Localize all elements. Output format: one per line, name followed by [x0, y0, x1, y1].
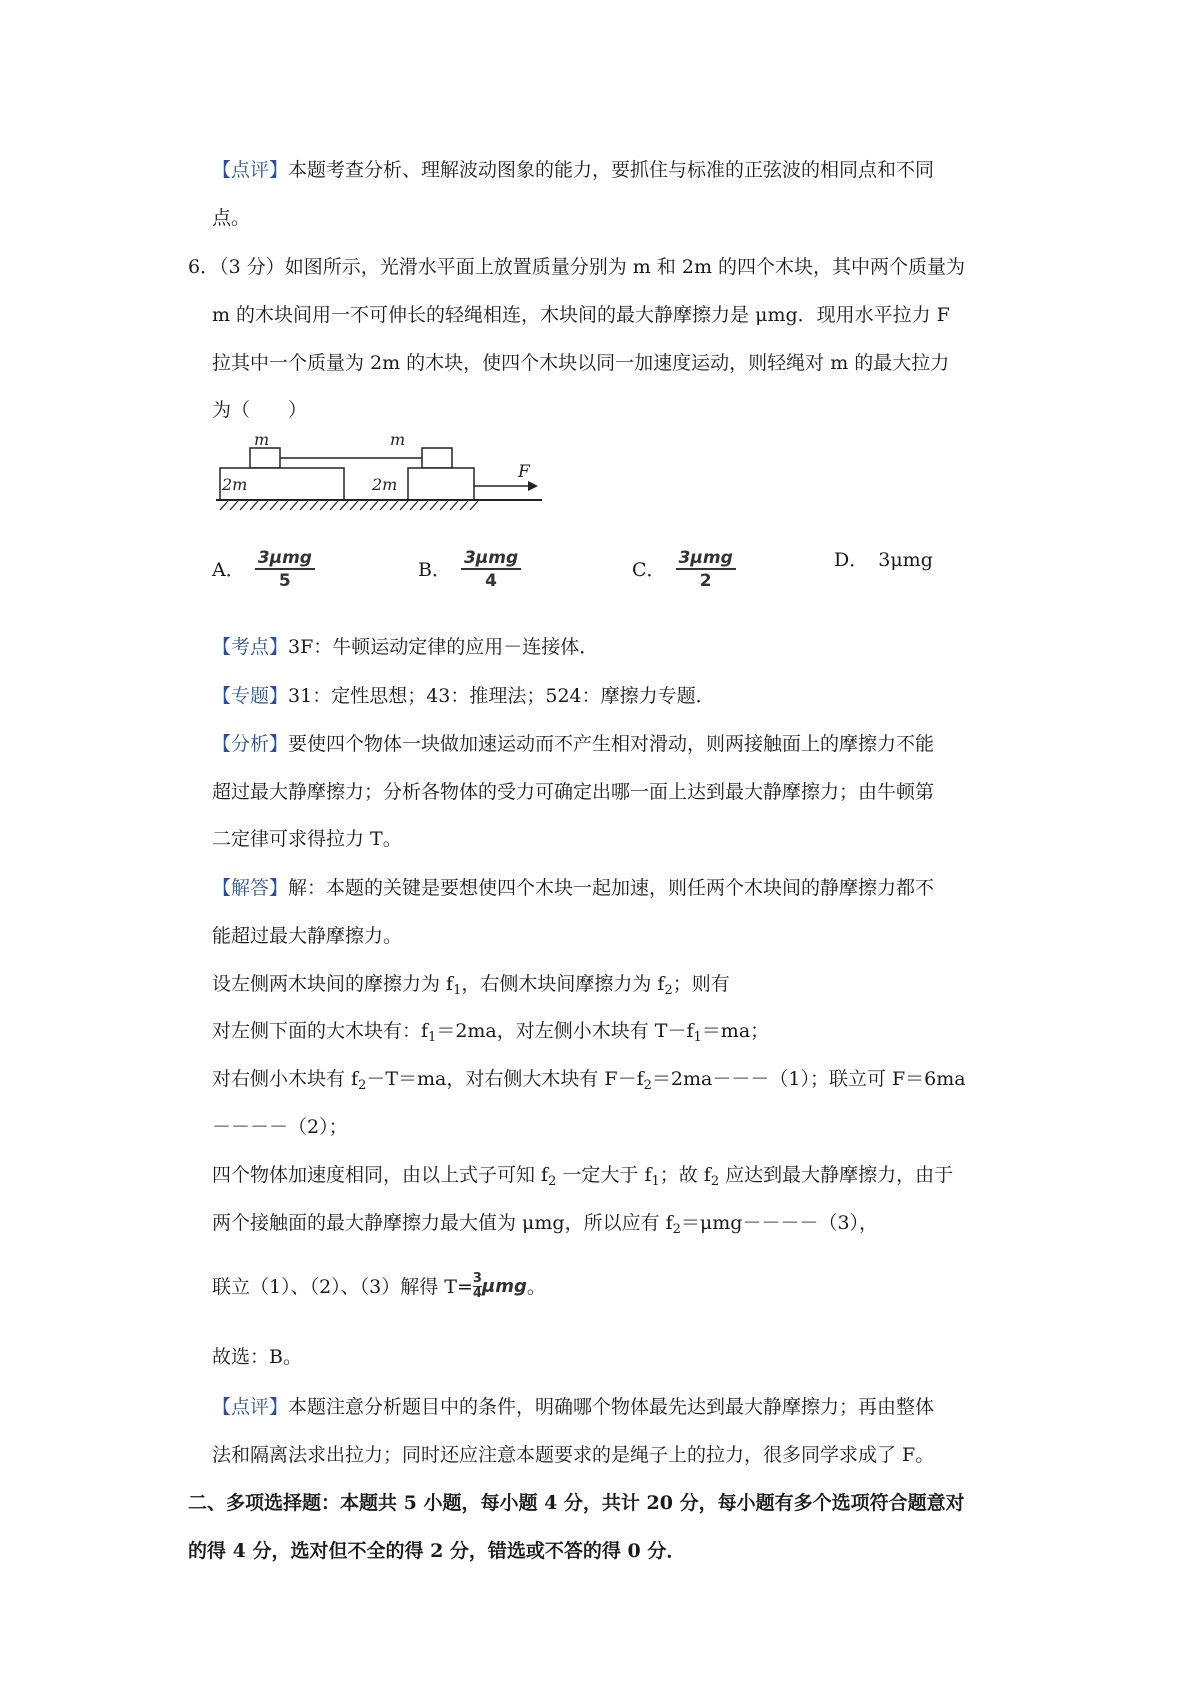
label-m-left: m: [254, 432, 270, 449]
jieda-line5: 对右侧小木块有 $f_2-T=ma$，对右侧大木块有 $F-f_2=2ma---(1)$；联立可 F＝6ma: [212, 1068, 966, 1093]
option-b-num: 3μmg: [461, 548, 521, 570]
fenxi-line1: 【分析】要使四个物体一块做加速运动而不产生相对滑动，则两接触面上的摩擦力不能: [212, 733, 935, 755]
jieda-line9: 联立（1）、（2）、（3）解得 T= $\frac{3}{4}$ μmg 。: [212, 1271, 546, 1301]
fraction-3-4: $\frac{3}{4}$: [472, 1271, 482, 1301]
option-b[interactable]: B． $\frac{\text{3μmg}}{4}$: [418, 548, 521, 592]
label-m-right: m: [390, 432, 406, 449]
jieda-line2: 能超过最大静摩擦力。: [212, 925, 403, 947]
fenxi-line2: 超过最大静摩擦力；分析各物体的受力可确定出哪一面上达到最大静摩擦力；由牛顿第: [212, 781, 935, 803]
kaodian-line: 【考点】3F：牛顿运动定律的应用－连接体．: [212, 636, 599, 658]
label-2m-right: 2m: [372, 475, 398, 494]
question-line2: m 的木块间用一不可伸长的轻绳相连，木块间的最大静摩擦力是 μmg．现用水平拉力 F: [212, 304, 950, 326]
section2-line1: 二、多项选择题：本题共 5 小题，每小题 4 分，共计 20 分，每小题有多个选项符合题意对: [188, 1492, 965, 1514]
option-c[interactable]: C． $\frac{\text{3μmg}}{2}$: [632, 548, 736, 592]
comment1-tag: 【点评】: [212, 159, 289, 181]
large-block-right: [408, 468, 474, 500]
option-a-den: 5: [278, 571, 291, 591]
jieda-line1: 【解答】解：本题的关键是要想使四个木块一起加速，则任两个木块间的静摩擦力都不: [212, 877, 935, 899]
fenxi-line3: 二定律可求得拉力 T。: [212, 828, 402, 850]
jieda-line3: 设左侧两木块间的摩擦力为 $f_1$，右侧木块间摩擦力为 $f_2$；则有: [212, 973, 730, 998]
small-block-right: [422, 448, 452, 468]
option-d[interactable]: D． 3μmg: [834, 549, 933, 571]
comment2-line1: 【点评】本题注意分析题目中的条件，明确哪个物体最先达到最大静摩擦力；再由整体: [212, 1396, 935, 1418]
option-a-num: 3μmg: [255, 548, 315, 570]
force-arrow-head: [528, 481, 538, 491]
option-c-den: 2: [699, 571, 712, 591]
small-block-left: [250, 448, 280, 468]
zhuanti-line: 【专题】31：定性思想；43：推理法；524：摩擦力专题．: [212, 685, 715, 707]
question-line3: 拉其中一个质量为 2m 的木块，使四个木块以同一加速度运动，则轻绳对 m 的最大拉力: [212, 352, 950, 374]
ground-hatching: [220, 501, 478, 510]
guxuan-line: 故选：B。: [212, 1346, 302, 1368]
blocks-diagram: [212, 432, 552, 512]
option-d-text: 3μmg: [878, 549, 933, 571]
option-a[interactable]: A． $\frac{\text{3μmg}}{5}$: [212, 548, 315, 592]
comment1-line1: 【点评】本题考查分析、理解波动图象的能力，要抓住与标准的正弦波的相同点和不同: [212, 159, 935, 181]
comment1-line2: 点。: [212, 207, 251, 229]
jieda-line6: －－－－（2）；: [212, 1116, 348, 1138]
comment2-line2: 法和隔离法求出拉力；同时还应注意本题要求的是绳子上的拉力，很多同学求成了 F。: [212, 1444, 935, 1466]
option-c-num: 3μmg: [676, 548, 736, 570]
label-2m-left: 2m: [222, 475, 248, 494]
jieda-line7: 四个物体加速度相同，由以上式子可知 $f_2$ 一定大于 $f_1$；故 $f_2$ 应达到最大静摩擦力，由于: [212, 1164, 954, 1189]
jieda-line8: 两个接触面的最大静摩擦力最大值为 μmg，所以应有 $f_2=\mu mg----(3)$，: [212, 1212, 879, 1237]
option-b-den: 4: [485, 571, 497, 591]
section2-line2: 的得 4 分，选对但不全的得 2 分，错选或不答的得 0 分．: [188, 1540, 686, 1562]
jieda-line4: 对左侧下面的大木块有：$f_1=2ma$，对左侧小木块有 $T-f_1=ma$；: [212, 1020, 770, 1045]
question-line1: 6．（3 分）如图所示，光滑水平面上放置质量分别为 m 和 2m 的四个木块，其中两个质量为: [188, 256, 965, 278]
question-line4: 为（ ）: [212, 399, 308, 421]
label-F: F: [518, 462, 530, 482]
